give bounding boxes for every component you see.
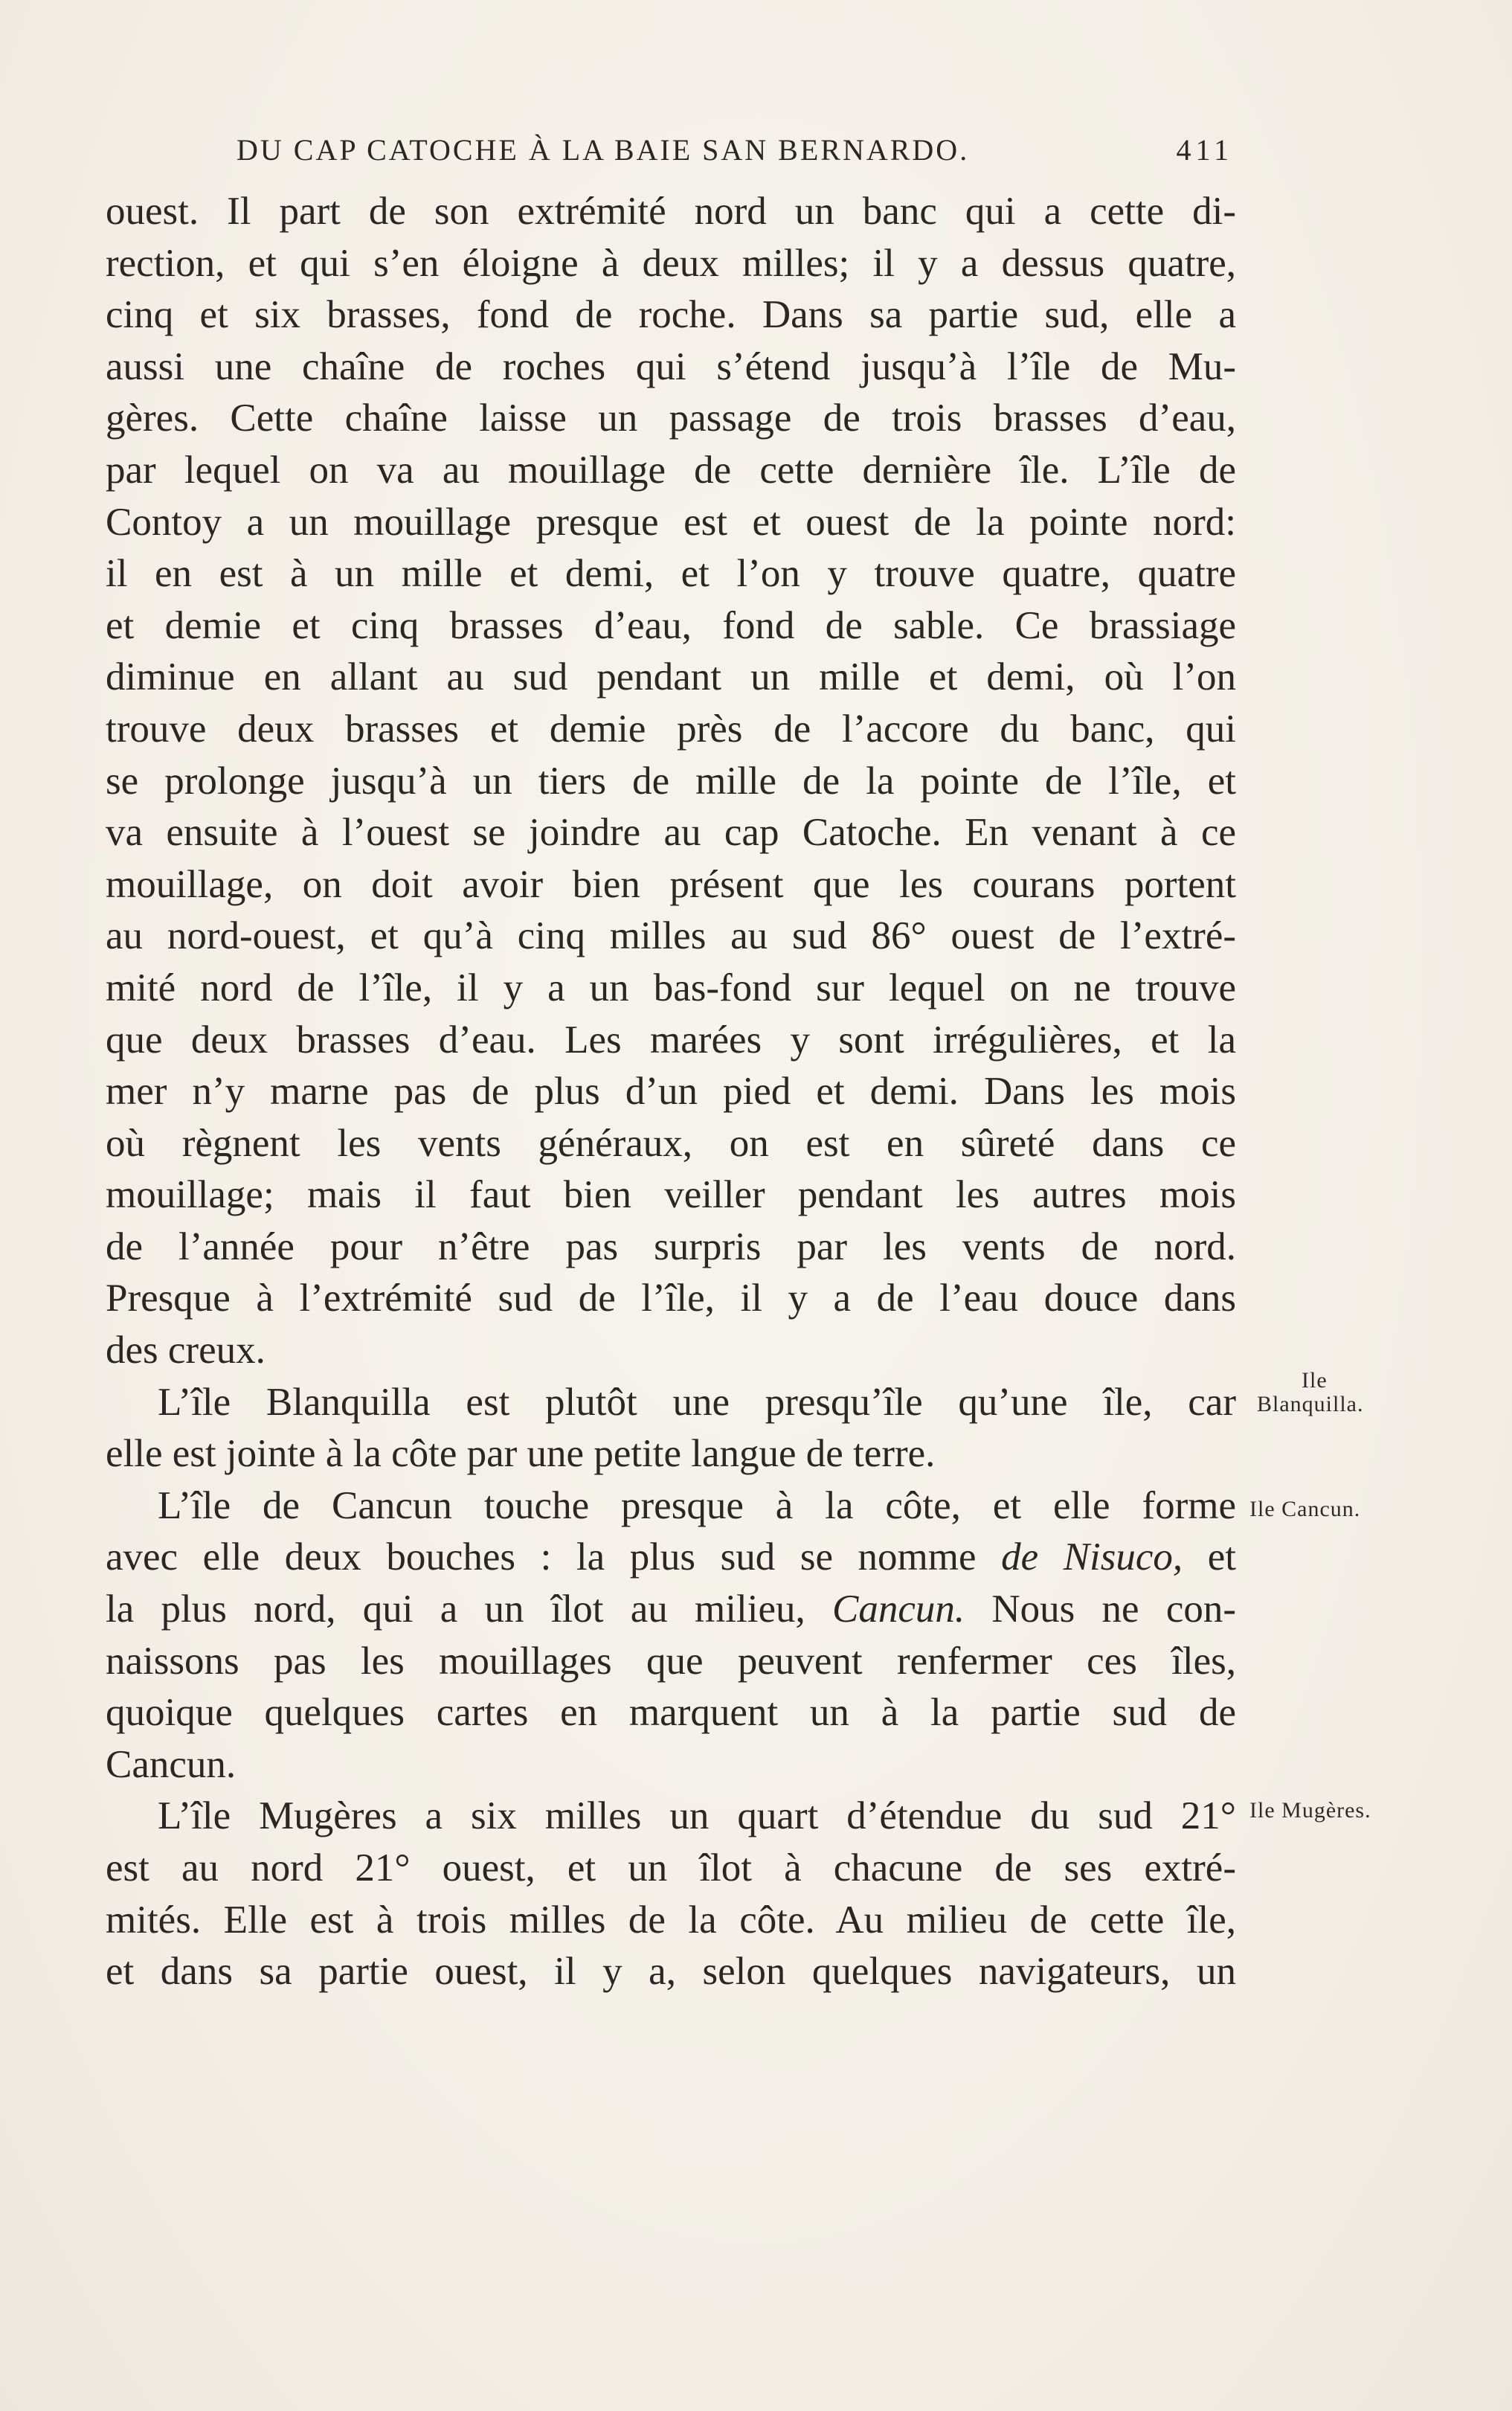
text-line: Presque à l’extrémité sud de l’île, il y a de l’eau douce dans xyxy=(106,1277,1236,1320)
text-line: Cancun. xyxy=(106,1742,237,1786)
text-line: rection, et qui s’en éloigne à deux milles; il y a dessus quatre, xyxy=(106,241,1236,285)
text-line: mités. Elle est à trois milles de la côte. Au milieu de cette île, xyxy=(106,1898,1236,1942)
text-line: cinq et six brasses, fond de roche. Dans sa partie sud, elle a xyxy=(106,293,1236,337)
italic-place-name: de Nisuco, xyxy=(1001,1535,1183,1579)
text-line: gères. Cette chaîne laisse un passage de trois brasses d’eau, xyxy=(106,397,1236,440)
margin-note-mugeres: Ile Mugères. xyxy=(1249,1798,1371,1823)
text-line: naissons pas les mouillages que peuvent renfermer ces îles, xyxy=(106,1639,1236,1683)
text-line: elle est jointe à la côte par une petite langue de terre. xyxy=(106,1432,936,1476)
running-head-title: DU CAP CATOCHE À LA BAIE SAN BERNARDO. xyxy=(237,133,970,167)
text-segment: la plus nord, qui a un îlot au milieu, xyxy=(106,1587,805,1631)
text-line: aussi une chaîne de roches qui s’étend jusqu’à l’île de Mu- xyxy=(106,344,1236,388)
text-line: mouillage; mais il faut bien veiller pendant les autres mois xyxy=(106,1173,1236,1217)
text-line: L’île Mugères a six milles un quart d’étendue du sud 21° xyxy=(158,1794,1236,1838)
text-line: trouve deux brasses et demie près de l’accore du banc, qui xyxy=(106,707,1236,751)
text-line: diminue en allant au sud pendant un mille et demi, où l’on xyxy=(106,655,1236,699)
text-line: L’île de Cancun touche presque à la côte, et elle forme xyxy=(158,1483,1236,1527)
text-line: mouillage, on doit avoir bien présent que les courans portent xyxy=(106,862,1236,906)
text-line: des creux. xyxy=(106,1329,266,1373)
text-line: et demie et cinq brasses d’eau, fond de sable. Ce brassiage xyxy=(106,603,1236,647)
margin-note-blanquilla xyxy=(1257,1369,1406,1416)
italic-place-name: Cancun. xyxy=(831,1587,965,1631)
text-line: Contoy a un mouillage presque est et ouest de la pointe nord: xyxy=(106,500,1236,544)
text-line xyxy=(106,1584,1236,1636)
page-number: 411 xyxy=(1176,133,1233,167)
text-line: il en est à un mille et demi, et l’on y trouve quatre, quatre xyxy=(106,552,1236,596)
text-line xyxy=(106,1532,1236,1584)
text-segment: Nous ne con- xyxy=(991,1587,1236,1631)
text-line: ouest. Il part de son extrémité nord un banc qui a cette di- xyxy=(106,190,1236,233)
text-line: va ensuite à l’ouest se joindre au cap Catoche. En venant à ce xyxy=(106,811,1236,855)
text-line: se prolonge jusqu’à un tiers de mille de la pointe de l’île, et xyxy=(106,759,1236,803)
text-line: de l’année pour n’être pas surpris par les vents de nord. xyxy=(106,1224,1236,1268)
margin-note-line: Blanquilla. xyxy=(1257,1392,1364,1416)
text-line: L’île Blanquilla est plutôt une presqu’île qu’une île, car xyxy=(158,1380,1236,1424)
margin-note-cancun: Ile Cancun. xyxy=(1249,1497,1361,1521)
text-line: est au nord 21° ouest, et un îlot à chacune de ses extré- xyxy=(106,1846,1236,1890)
text-line: mité nord de l’île, il y a un bas-fond sur lequel on ne trouve xyxy=(106,966,1236,1009)
text-segment: avec elle deux bouches : la plus sud se nomme xyxy=(106,1535,977,1579)
text-line: quoique quelques cartes en marquent un à la partie sud de xyxy=(106,1691,1236,1735)
running-head xyxy=(237,132,1233,174)
body-text xyxy=(106,186,1236,1998)
text-line: au nord-ouest, et qu’à cinq milles au sud 86° ouest de l’extré- xyxy=(106,914,1236,958)
text-line: que deux brasses d’eau. Les marées y sont irrégulières, et la xyxy=(106,1018,1236,1062)
margin-note-line: Ile xyxy=(1302,1368,1328,1393)
text-line: mer n’y marne pas de plus d’un pied et demi. Dans les mois xyxy=(106,1070,1236,1114)
text-segment: et xyxy=(1207,1535,1237,1579)
text-line: où règnent les vents généraux, on est en sûreté dans ce xyxy=(106,1121,1236,1165)
text-line: et dans sa partie ouest, il y a, selon quelques navigateurs, un xyxy=(106,1950,1236,1994)
text-line: par lequel on va au mouillage de cette dernière île. L’île de xyxy=(106,448,1236,492)
